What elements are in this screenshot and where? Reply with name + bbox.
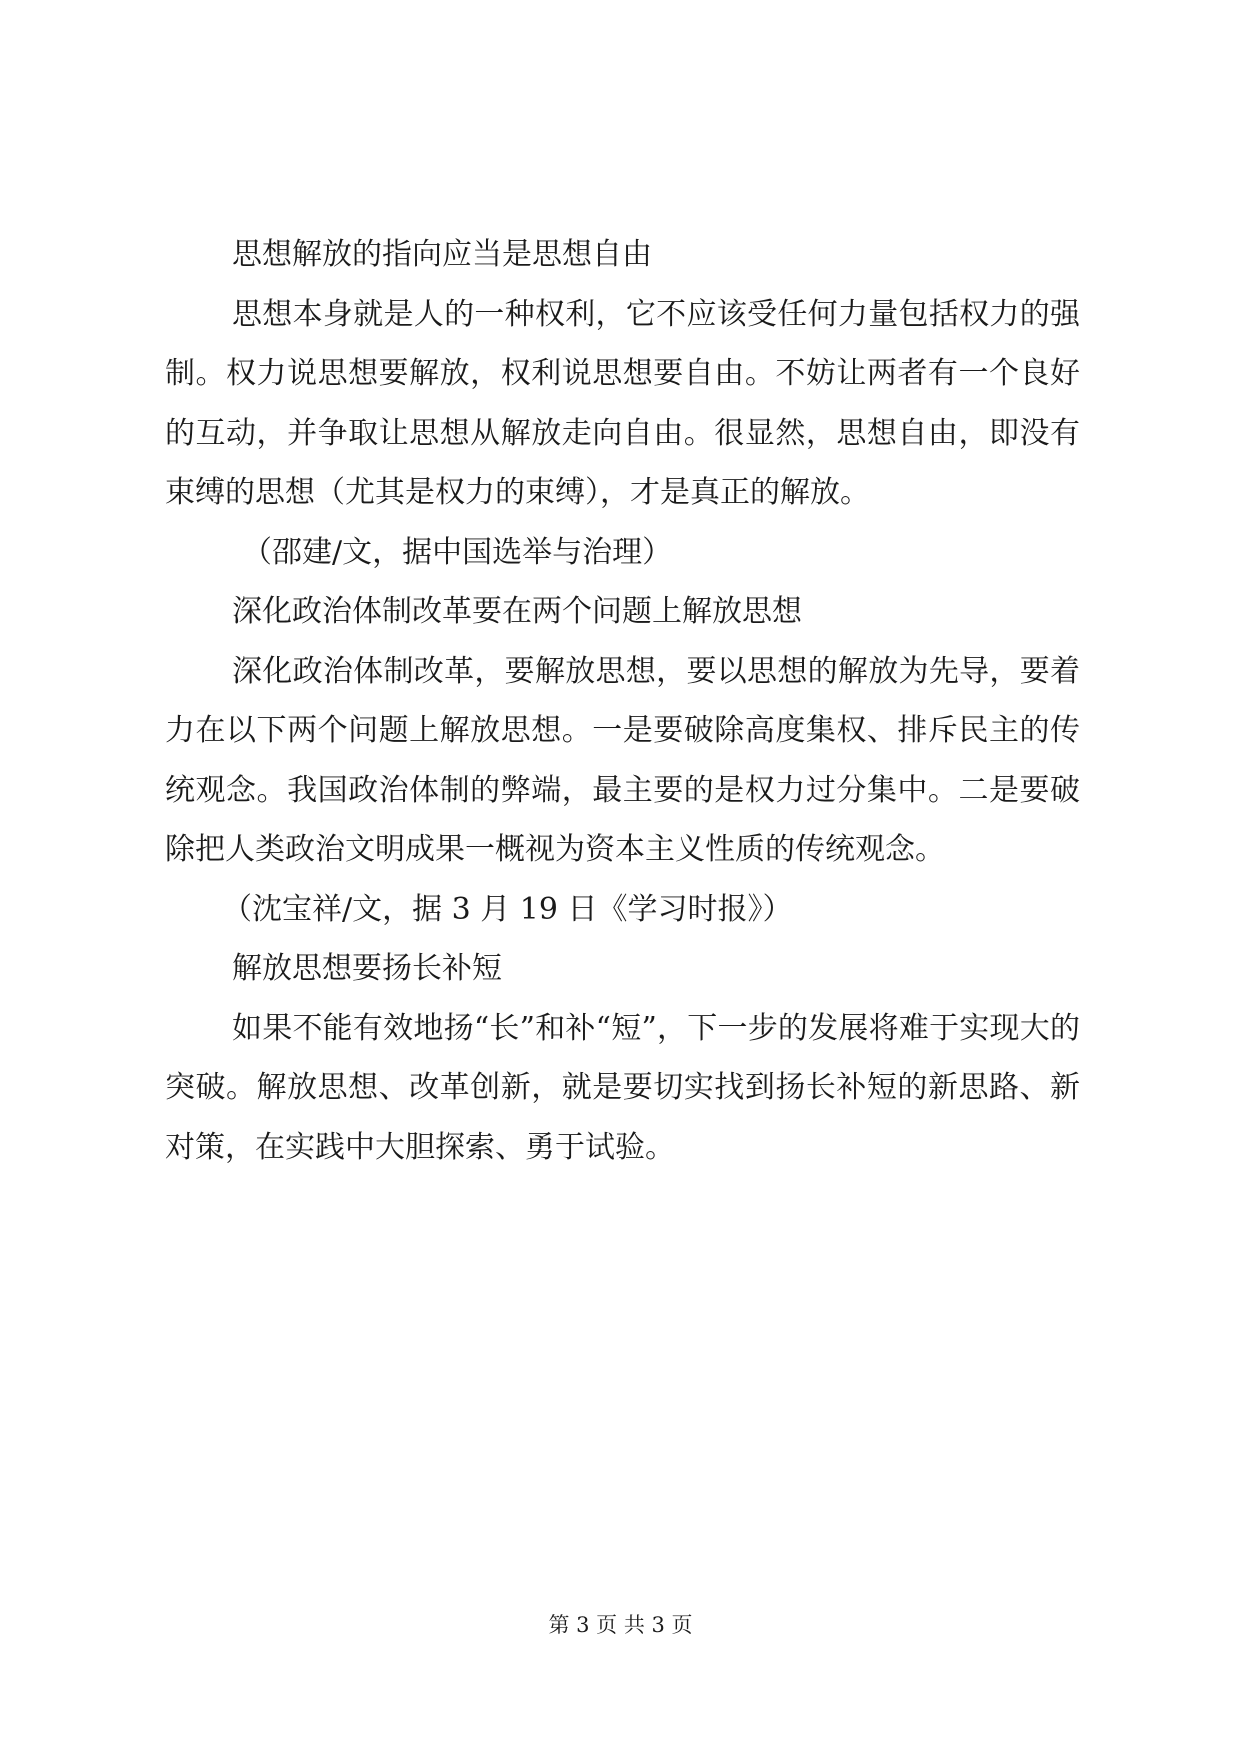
section-3-heading: 解放思想要扬长补短 xyxy=(232,951,502,986)
section-2-source: （沈宝祥/文，据 3 月 19 日《学习时报》） xyxy=(222,891,793,927)
section-1-heading: 思想解放的指向应当是思想自由 xyxy=(232,237,652,272)
section-1-body: 思想本身就是人的一种权利，它不应该受任何力量包括权力的强制。权力说思想要解放，权利说思想要自由。不妨让两者有一个良好的互动，并争取让思想从解放走向自由。很显然，思想自由，即没有束缚的思想（尤其是权力的束缚），才是真正的解放。 xyxy=(165,296,1080,510)
section-2-body: 深化政治体制改革，要解放思想，要以思想的解放为先导，要着力在以下两个问题上解放思想。一是要破除高度集权、排斥民主的传统观念。我国政治体制的弊端，最主要的是权力过分集中。二是要破除把人类政治文明成果一概视为资本主义性质的传统观念。 xyxy=(165,653,1080,867)
document-body xyxy=(165,225,1080,1177)
section-2-heading: 深化政治体制改革要在两个问题上解放思想 xyxy=(232,594,802,629)
section-3-body: 如果不能有效地扬“长”和补“短”，下一步的发展将难于实现大的突破。解放思想、改革创新，就是要切实找到扬长补短的新思路、新对策，在实践中大胆探索、勇于试验。 xyxy=(165,1010,1080,1165)
section-1-source: （邵建/文，据中国选举与治理） xyxy=(242,534,673,570)
page-number-footer: 第 3 页 共 3 页 xyxy=(548,1613,693,1637)
